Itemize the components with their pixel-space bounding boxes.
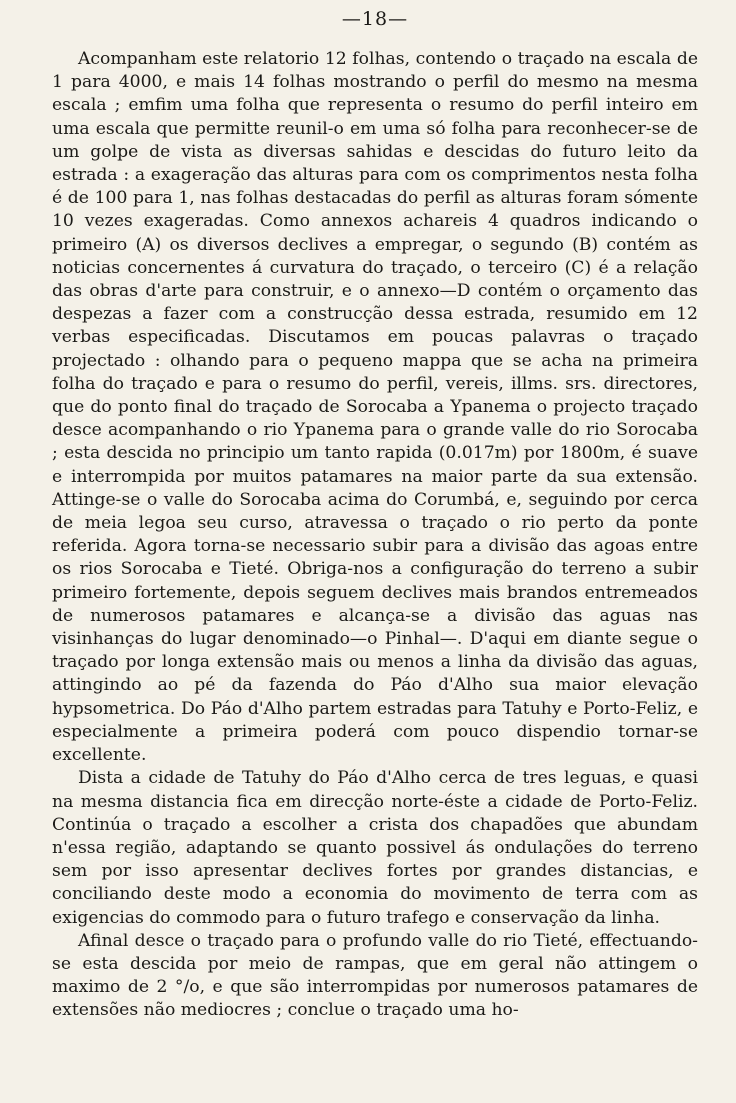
paragraph-1: Acompanham este relatorio 12 folhas, contendo o traçado na escala de 1 para 4000, e mais 14 folhas mostrando o perfil do mesmo na mesma escala ; emfim uma folha que representa o resumo do perfil inteiro em uma escala que permitte reunil-o em uma só folha para reconhecer-se de um golpe de vista as diversas sahidas e descidas do futuro leito da estrada : a exageração das alturas para com os comprimentos nesta folha é de 100 para 1, nas folhas destacadas do perfil as alturas foram sómente 10 vezes exageradas. Como annexos achareis 4 quadros indicando o primeiro (A) os diversos declives a empregar, o segundo (B) contém as noticias concernentes á curvatura do traçado, o terceiro (C) é a relação das obras d'arte para construir, e o annexo—D contém o orçamento das despezas a fazer com a construcção dessa estrada, resumido em 12 verbas especificadas. Discutamos em poucas palavras o traçado projectado : olhando para o pequeno mappa que se acha na primeira folha do traçado e para o resumo do perfil, vereis, illms. srs. directores, que do ponto final do traçado de Sorocaba a Ypanema o projecto traçado desce acompanhando o rio Ypanema para o grande valle do rio Sorocaba ; esta descida no principio um tanto rapida (0.017m) por 1800m, é suave e interrompida por muitos patamares na maior parte da sua extensão. Attinge-se o valle do Sorocaba acima do Corumbá, e, seguindo por cerca de meia legoa seu curso, atravessa o traçado o rio perto da ponte referida. Agora torna-se necessario subir para a divisão das agoas entre os rios Sorocaba e Tieté. Obriga-nos a configuração do terreno a subir primeiro fortemente, depois seguem declives mais brandos entremeados de numerosos patamares e alcança-se a divisão das aguas nas visinhanças do lugar denominado—o Pinhal—. D'aqui em diante segue o traçado por longa extensão mais ou menos a linha da divisão das aguas, attingindo ao pé da fazenda do Páo d'Alho sua maior elevação hypsometrica. Do Páo d'Alho partem estradas para Tatuhy e Porto-Feliz, e especialmente a primeira poderá com pouco dispendio tornar-se excellente. — [52, 49, 698, 766]
paragraph-3: Afinal desce o traçado para o profundo valle do rio Tieté, effectuando-se esta descida por meio de rampas, que em geral não attingem o maximo de 2 °/o, e que são interrompidas por numerosos patamares de extensões não mediocres ; conclue o traçado uma ho- — [52, 930, 698, 1021]
page-number: —18— — [341, 8, 409, 30]
document-page — [52, 8, 698, 1023]
paragraph-2: Dista a cidade de Tatuhy do Páo d'Alho cerca de tres leguas, e quasi na mesma distancia fica em direcção norte-éste a cidade de Porto-Feliz. Continúa o traçado a escolher a crista dos chapadões que abundam n'essa região, adaptando se quanto possivel ás ondulações do terreno sem por isso apresentar declives fortes por grandes distancias, e conciliando deste modo a economia do movimento de terra com as exigencias do commodo para o futuro trafego e conservação da linha. — [52, 768, 698, 928]
body-text — [52, 48, 698, 1023]
